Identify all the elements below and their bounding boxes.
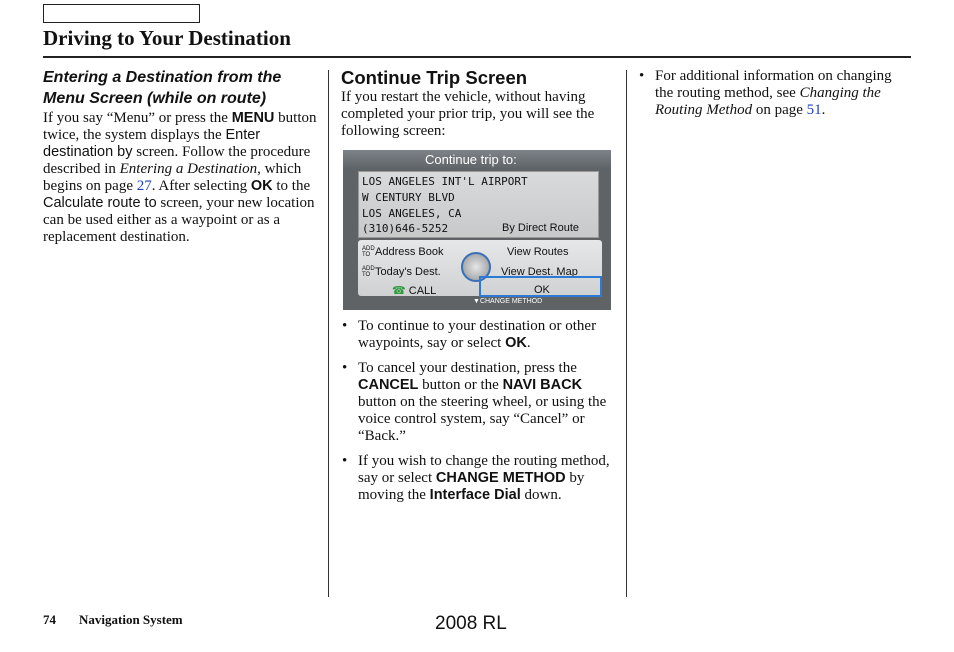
reference-italic: Entering a Destination	[119, 161, 258, 177]
ok-keyword: OK	[505, 335, 527, 351]
page-link-27[interactable]: 27	[136, 178, 152, 194]
column-divider-1	[328, 70, 329, 597]
page-number: 74	[43, 612, 56, 627]
bullet-cancel: • To cancel your destination, press the CANCEL button or the NAVI BACK button on the steering wheel, or using the voice control system, say “Cancel” or “Back.”	[342, 360, 607, 444]
menu-keyword: MENU	[231, 110, 275, 126]
dest-line-3: LOS ANGELES, CA	[362, 207, 462, 220]
call-item: ☎ CALL	[392, 285, 437, 297]
add-to-tag: ADD TO	[362, 266, 375, 279]
subsection-heading: Entering a Destination from the Menu Screen (while on route)	[43, 69, 282, 107]
column-1	[43, 67, 318, 246]
paragraph: If you say “Menu” or press the MENU button twice, the system displays the Enter destination by screen. Follow the procedure described in Entering a Destination, which begins on page 27. After selecting OK to the Calculate route to screen, your new location can be used either as a waypoint or as a replacement destination.	[43, 110, 317, 245]
footer-label: Navigation System	[79, 612, 183, 627]
dest-line-1: LOS ANGELES INT'L AIRPORT	[362, 175, 528, 188]
view-dest-map-item: View Dest. Map	[501, 266, 578, 278]
intro-paragraph: If you restart the vehicle, without having completed your prior trip, you will see the following screen:	[341, 89, 595, 139]
header-box	[43, 4, 200, 23]
dest-line-2: W CENTURY BLVD	[362, 191, 455, 204]
cancel-keyword: CANCEL	[358, 377, 419, 393]
column-2	[341, 67, 621, 140]
section-heading: Continue Trip Screen	[341, 67, 528, 88]
page-link-51[interactable]: 51	[806, 102, 822, 118]
bullet-continue: • To continue to your destination or other waypoints, say or select OK.	[342, 318, 597, 351]
todays-dest-item: ADD TO Today's Dest.	[362, 266, 441, 279]
phone-icon: ☎	[392, 285, 406, 297]
change-method-keyword: CHANGE METHOD	[435, 470, 566, 486]
address-book-item: ADD TO Address Book	[362, 246, 444, 259]
enter-destination-keyword: Enter destination by	[43, 127, 261, 160]
ok-item: OK	[534, 284, 550, 296]
reference-italic: Changing the Routing Method	[655, 85, 881, 118]
destination-info-panel	[358, 171, 599, 238]
interface-dial-keyword: Interface Dial	[429, 487, 521, 503]
dest-phone: (310)646-5252	[362, 222, 449, 235]
screen-title: Continue trip to:	[425, 152, 517, 167]
footer-model: 2008 RL	[435, 613, 507, 634]
add-to-tag: ADD TO	[362, 246, 375, 259]
route-method: By Direct Route	[502, 222, 580, 234]
view-routes-item: View Routes	[507, 246, 569, 258]
navi-back-keyword: NAVI BACK	[502, 377, 583, 393]
calculate-route-keyword: Calculate route to	[43, 195, 157, 211]
screen-title-bar	[343, 150, 611, 170]
continue-trip-screen-image	[343, 150, 611, 310]
column-divider-2	[626, 70, 627, 597]
title-rule	[43, 56, 911, 58]
ok-keyword: OK	[250, 178, 273, 194]
ok-highlight	[479, 276, 602, 297]
change-method-hint: ▼CHANGE METHOD	[473, 298, 543, 305]
column-3	[638, 68, 900, 127]
column-2-bullets	[341, 318, 613, 512]
bullet-change-method: • If you wish to change the routing method, say or select CHANGE METHOD by moving the Interface Dial down.	[342, 453, 610, 503]
page-title: Driving to Your Destination	[43, 26, 291, 50]
bullet-additional-info: • For additional information on changing the routing method, see Changing the Routing Method on page 51.	[639, 68, 892, 118]
